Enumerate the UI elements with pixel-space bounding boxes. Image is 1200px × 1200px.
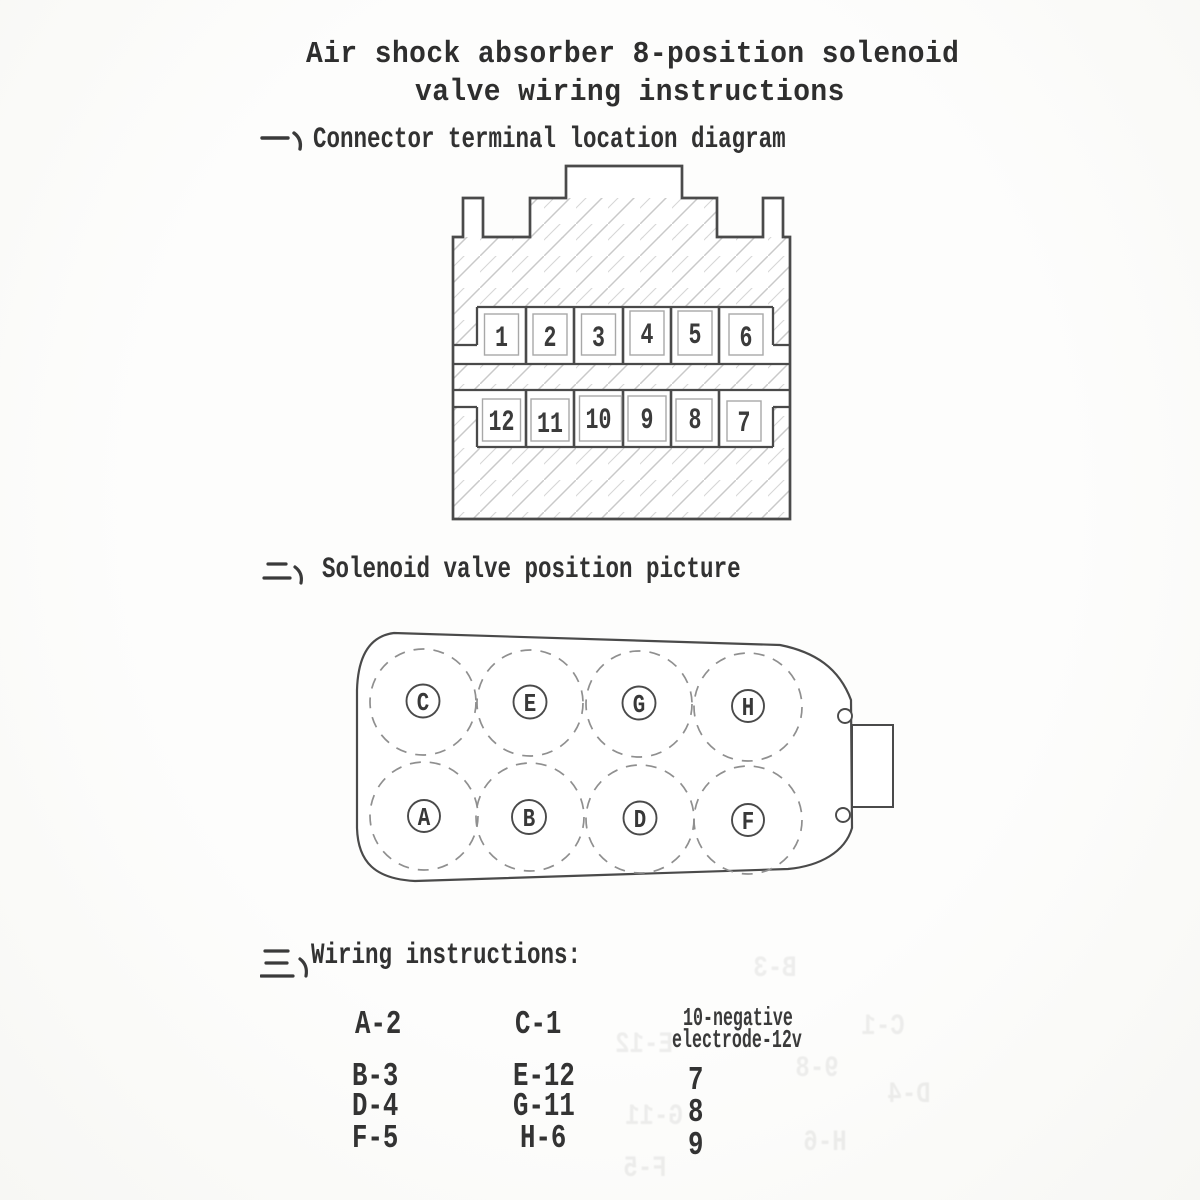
valve-E: E <box>523 690 537 720</box>
terminal-5: 5 <box>688 317 702 353</box>
section3-heading-text: Wiring instructions: <box>311 939 582 973</box>
valve-A: A <box>417 804 431 834</box>
terminal-4: 4 <box>640 317 654 353</box>
ghost-bleed-text: C-1 <box>861 1010 905 1044</box>
wiring-pair-F5-text: F-5 <box>352 1120 399 1157</box>
valve-F: F <box>741 808 755 838</box>
wiring-note-line2 <box>672 1025 875 1055</box>
page-title-line1 <box>306 37 1032 72</box>
terminal-12: 12 <box>488 404 515 440</box>
section3-marker <box>260 946 316 982</box>
section3-heading <box>311 939 671 973</box>
valve-H: H <box>741 694 755 724</box>
wiring-terminal-8 <box>688 1094 708 1131</box>
section1-heading-text: Connector terminal location diagram <box>313 123 786 157</box>
terminal-2: 2 <box>543 320 557 356</box>
terminal-9: 9 <box>640 402 654 438</box>
ghost-bleed-text: F-5 <box>623 1152 667 1186</box>
wiring-terminal-7-text: 7 <box>688 1062 704 1099</box>
wiring-pair-G11-text: G-11 <box>513 1088 575 1125</box>
valve-B: B <box>522 805 536 835</box>
wiring-pair-C1 <box>515 1006 574 1043</box>
terminal-10: 10 <box>585 402 612 438</box>
page-title-line2-text: valve wiring instructions <box>415 75 845 110</box>
cjk-one-enum-icon <box>260 126 310 156</box>
ghost-bleed-text: E-12 <box>615 1028 673 1062</box>
terminal-6: 6 <box>739 320 753 356</box>
section1-marker <box>260 126 310 156</box>
solenoid-valve-position-picture <box>348 618 908 908</box>
ghost-bleed-text: B-3 <box>753 952 797 986</box>
wiring-terminal-9-text: 9 <box>688 1127 704 1164</box>
wiring-pair-A2-text: A-2 <box>355 1006 402 1043</box>
ghost-bleed-text: 9-8 <box>795 1052 839 1086</box>
valve-connector-tab <box>852 725 893 807</box>
wiring-pair-H6-text: H-6 <box>520 1120 567 1157</box>
wiring-pair-C1-text: C-1 <box>515 1006 562 1043</box>
wiring-pair-H6 <box>520 1120 579 1157</box>
terminal-3: 3 <box>592 320 605 356</box>
wiring-pair-D4-text: D-4 <box>352 1088 399 1125</box>
valve-C: C <box>416 689 430 719</box>
cjk-three-enum-icon <box>260 946 316 982</box>
terminal-8: 8 <box>688 402 702 438</box>
section1-heading <box>313 123 943 157</box>
valve-G: G <box>632 691 646 721</box>
wiring-pair-F5 <box>352 1120 411 1157</box>
section2-heading <box>322 553 880 587</box>
page-title-line2 <box>415 75 893 110</box>
wiring-terminal-8-text: 8 <box>688 1094 704 1131</box>
valve-D: D <box>633 806 647 836</box>
wiring-pair-E12-text: E-12 <box>513 1058 575 1095</box>
terminal-1: 1 <box>495 320 508 356</box>
wiring-pair-A2 <box>355 1006 414 1043</box>
section2-heading-text: Solenoid valve position picture <box>322 553 741 587</box>
wiring-terminal-9 <box>688 1127 708 1164</box>
ghost-bleed-text: H-6 <box>803 1126 847 1160</box>
ghost-bleed-text: G-11 <box>625 1100 683 1134</box>
page-title-line1-text: Air shock absorber 8-position solenoid <box>306 37 960 72</box>
connector-terminal-diagram <box>440 158 800 528</box>
wiring-note-line1-text: 10-negative <box>683 1003 793 1033</box>
wiring-note-line2-text: electrode-12v <box>672 1025 802 1055</box>
wiring-pair-B3-text: B-3 <box>352 1058 399 1095</box>
cjk-two-enum-icon <box>262 556 312 588</box>
terminal-11: 11 <box>537 406 563 442</box>
section2-marker <box>262 556 312 588</box>
terminal-7: 7 <box>737 405 751 441</box>
valve-body-outline <box>357 633 852 881</box>
ghost-bleed-text: D-4 <box>887 1078 931 1112</box>
